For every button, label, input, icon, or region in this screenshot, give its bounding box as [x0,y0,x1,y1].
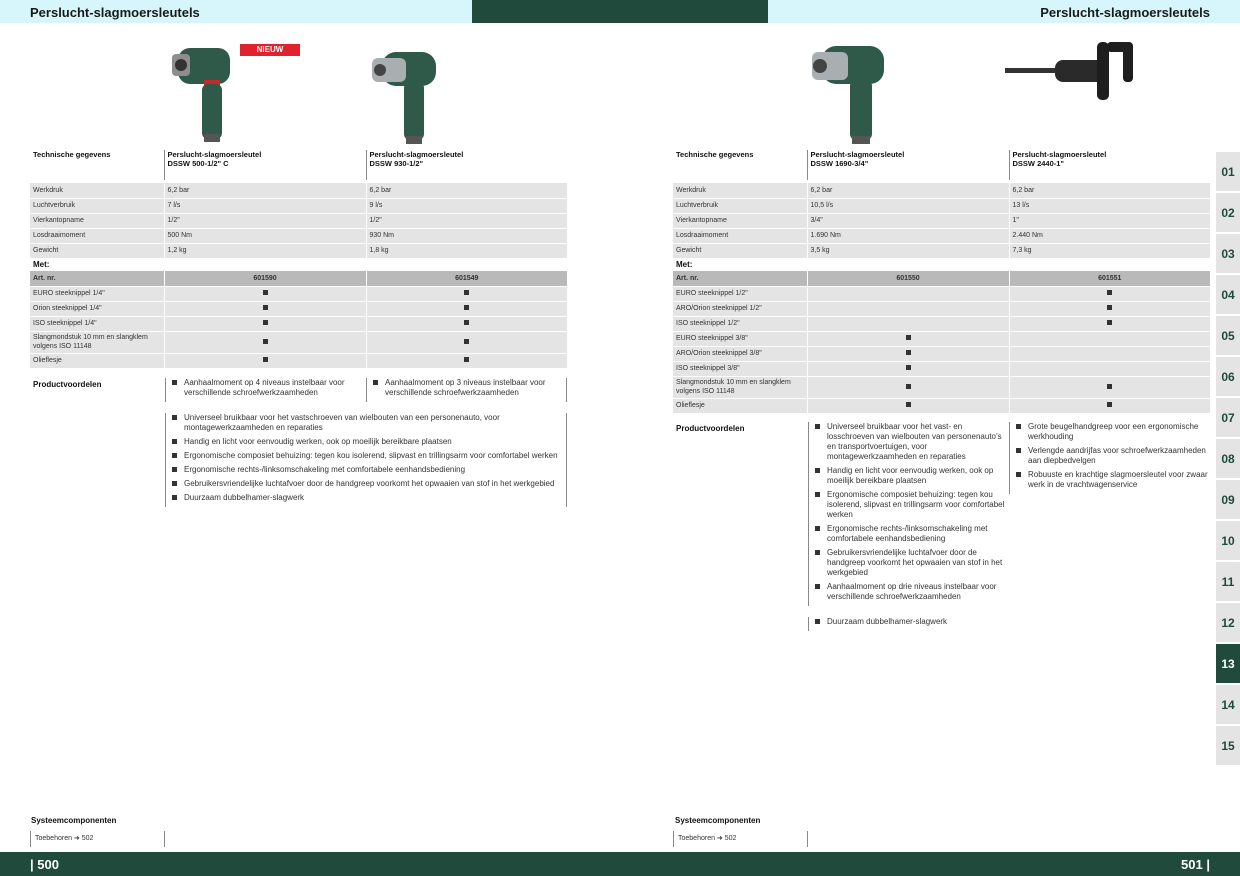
included-mark [263,320,268,325]
accessory-row: EURO steeknippel 1/2" [673,286,1210,301]
page-number-right: 501 | [1181,857,1210,872]
chapter-tab[interactable]: 09 [1216,480,1240,520]
advantages-common: Universeel bruikbaar voor het vastschroeven van wielbouten van een personenauto, voor montagewerkzaamheden en reparaties Handig en licht voor eenvoudig werken, ook op moeilijk bereikbare plaatsen Ergonomische composiet behuizing: tegen kou isolerend, slipvast en trillingsarm voor comfortabel werken Ergonomische rechts-/linksomschakeling met comfortabele eenhandsbediening Gebruikersvriendelijke luchtafvoer door de handgreep voorkomt het opwaaien van stof in het werkgebied Duurzaam dubbelhamer-slagwerk [165,413,567,507]
accessory-row: Orion steeknippel 1/4" [30,301,567,316]
product-image-dssw-2440 [1005,38,1135,104]
spec-row: Luchtverbruik 10,5 l/s 13 l/s [673,198,1210,213]
accessory-row: Olieflesje [30,353,567,368]
article-number-row: Art. nr. 601550 601551 [673,271,1210,286]
spec-row: Gewicht 3,5 kg 7,3 kg [673,243,1210,258]
chapter-tab[interactable]: 14 [1216,685,1240,725]
accessories-link[interactable]: Toebehoren ➜ 502 [30,831,165,847]
spec-row: Losdraaimoment 1.690 Nm 2.440 Nm [673,228,1210,243]
spec-table-left [30,150,567,369]
chapter-tab[interactable]: 12 [1216,603,1240,643]
chapter-tab[interactable]: 05 [1216,316,1240,356]
product-name: Perslucht-slagmoersleutel DSSW 2440-1" [1009,150,1210,180]
accessory-row: Slangmondstuk 10 mm en slangklem volgens ISO 11148 [30,331,567,353]
product-image-dssw-500 [170,40,240,145]
chapter-tab[interactable]: 08 [1216,439,1240,479]
product-image-dssw-930 [370,46,440,146]
accessory-row: EURO steeknippel 1/4" [30,286,567,301]
included-mark [464,339,469,344]
page-title-right: Perslucht-slagmoersleutels [1040,5,1210,20]
included-mark [263,305,268,310]
advantages-col-2: Grote beugelhandgreep voor een ergonomische werkhouding Verlengde aandrijfas voor schroefwerkzaamheden aan diepbedvelgen Robuuste en krachtige slagmoersleutel voor zwaar werk in de vrachtwagenservice [1009,422,1210,494]
advantages-label: Productvoordelen [676,424,745,433]
product-image-dssw-1690 [810,40,890,146]
accessory-row: ARO/Orion steeknippel 3/8" [673,346,1210,361]
accessory-row: Olieflesje [673,398,1210,413]
spec-row: Vierkantopname 1/2" 1/2" [30,213,567,228]
met-label: Met: [673,258,1210,271]
article-number-row: Art. nr. 601590 601549 [30,271,567,286]
spec-label: Technische gegevens [30,150,164,180]
spec-row: Werkdruk 6,2 bar 6,2 bar [30,183,567,198]
included-mark [1107,320,1112,325]
included-mark [1107,384,1112,389]
accessories-link[interactable]: Toebehoren ➜ 502 [673,831,808,847]
advantages-label: Productvoordelen [33,380,102,389]
spec-row: Losdraaimoment 500 Nm 930 Nm [30,228,567,243]
header-accent-right [620,0,768,23]
spec-row: Luchtverbruik 7 l/s 9 l/s [30,198,567,213]
chapter-tab[interactable]: 04 [1216,275,1240,315]
accessory-row: EURO steeknippel 3/8" [673,331,1210,346]
chapter-tab[interactable]: 15 [1216,726,1240,766]
chapter-tab[interactable]: 02 [1216,193,1240,233]
chapter-tab[interactable]: 06 [1216,357,1240,397]
met-label: Met: [30,258,567,271]
accessory-row: ISO steeknippel 3/8" [673,361,1210,376]
page-title-left: Perslucht-slagmoersleutels [30,5,200,20]
product-name: Perslucht-slagmoersleutel DSSW 500-1/2" C [164,150,366,180]
advantages-col-2: Aanhaalmoment op 3 niveaus instelbaar voor verschillende schroefwerkzaamheden [366,378,567,402]
included-mark [906,365,911,370]
product-name: Perslucht-slagmoersleutel DSSW 930-1/2" [366,150,567,180]
spec-row: Vierkantopname 3/4" 1" [673,213,1210,228]
included-mark [1107,305,1112,310]
included-mark [906,384,911,389]
accessory-row: Slangmondstuk 10 mm en slangklem volgens ISO 11148 [673,376,1210,398]
chapter-tab[interactable]: 01 [1216,152,1240,192]
advantages-col-1: Aanhaalmoment op 4 niveaus instelbaar voor verschillende schroefwerkzaamheden [165,378,366,402]
system-components-title: Systeemcomponenten [675,816,761,825]
included-mark [263,290,268,295]
system-components-title: Systeemcomponenten [31,816,117,825]
new-badge: NIEUW [240,44,300,56]
included-mark [1107,290,1112,295]
chapter-tab[interactable]: 11 [1216,562,1240,602]
accessory-row: ISO steeknippel 1/2" [673,316,1210,331]
spec-row: Gewicht 1,2 kg 1,8 kg [30,243,567,258]
spec-label: Technische gegevens [673,150,807,180]
header-accent-left [472,0,620,23]
included-mark [464,290,469,295]
page-number-left: | 500 [30,857,59,872]
included-mark [464,320,469,325]
included-mark [906,350,911,355]
included-mark [263,339,268,344]
accessory-row: ISO steeknippel 1/4" [30,316,567,331]
spec-table-right [673,150,1210,414]
chapter-tab[interactable]: 13 [1216,644,1240,684]
spec-row: Werkdruk 6,2 bar 6,2 bar [673,183,1210,198]
included-mark [263,357,268,362]
chapter-tab[interactable]: 10 [1216,521,1240,561]
accessory-row: ARO/Orion steeknippel 1/2" [673,301,1210,316]
included-mark [464,305,469,310]
chapter-tab[interactable]: 07 [1216,398,1240,438]
included-mark [906,402,911,407]
included-mark [906,335,911,340]
included-mark [1107,402,1112,407]
included-mark [464,357,469,362]
advantages-common: Duurzaam dubbelhamer-slagwerk [808,617,1009,631]
advantages-col-1: Universeel bruikbaar voor het vast- en losschroeven van wielbouten van personenauto’s en transportvoertuigen, voor montagewerkzaamheden en reparaties Handig en licht voor eenvoudig werken, ook op moeilijk bereikbare plaatsen Ergonomische composiet behuizing: tegen kou isolerend, slipvast en trillingsarm voor comfortabel werken Ergonomische rechts-/linksomschakeling met comfortabele eenhandsbediening Gebruikersvriendelijke luchtafvoer door de handgreep voorkomt het opwaaien van stof in het werkgebied Aanhaalmoment op drie niveaus instelbaar voor verschillende schroefwerkzaamheden [808,422,1009,606]
chapter-tab[interactable]: 03 [1216,234,1240,274]
product-name: Perslucht-slagmoersleutel DSSW 1690-3/4" [807,150,1009,180]
footer-bar [0,852,1240,876]
